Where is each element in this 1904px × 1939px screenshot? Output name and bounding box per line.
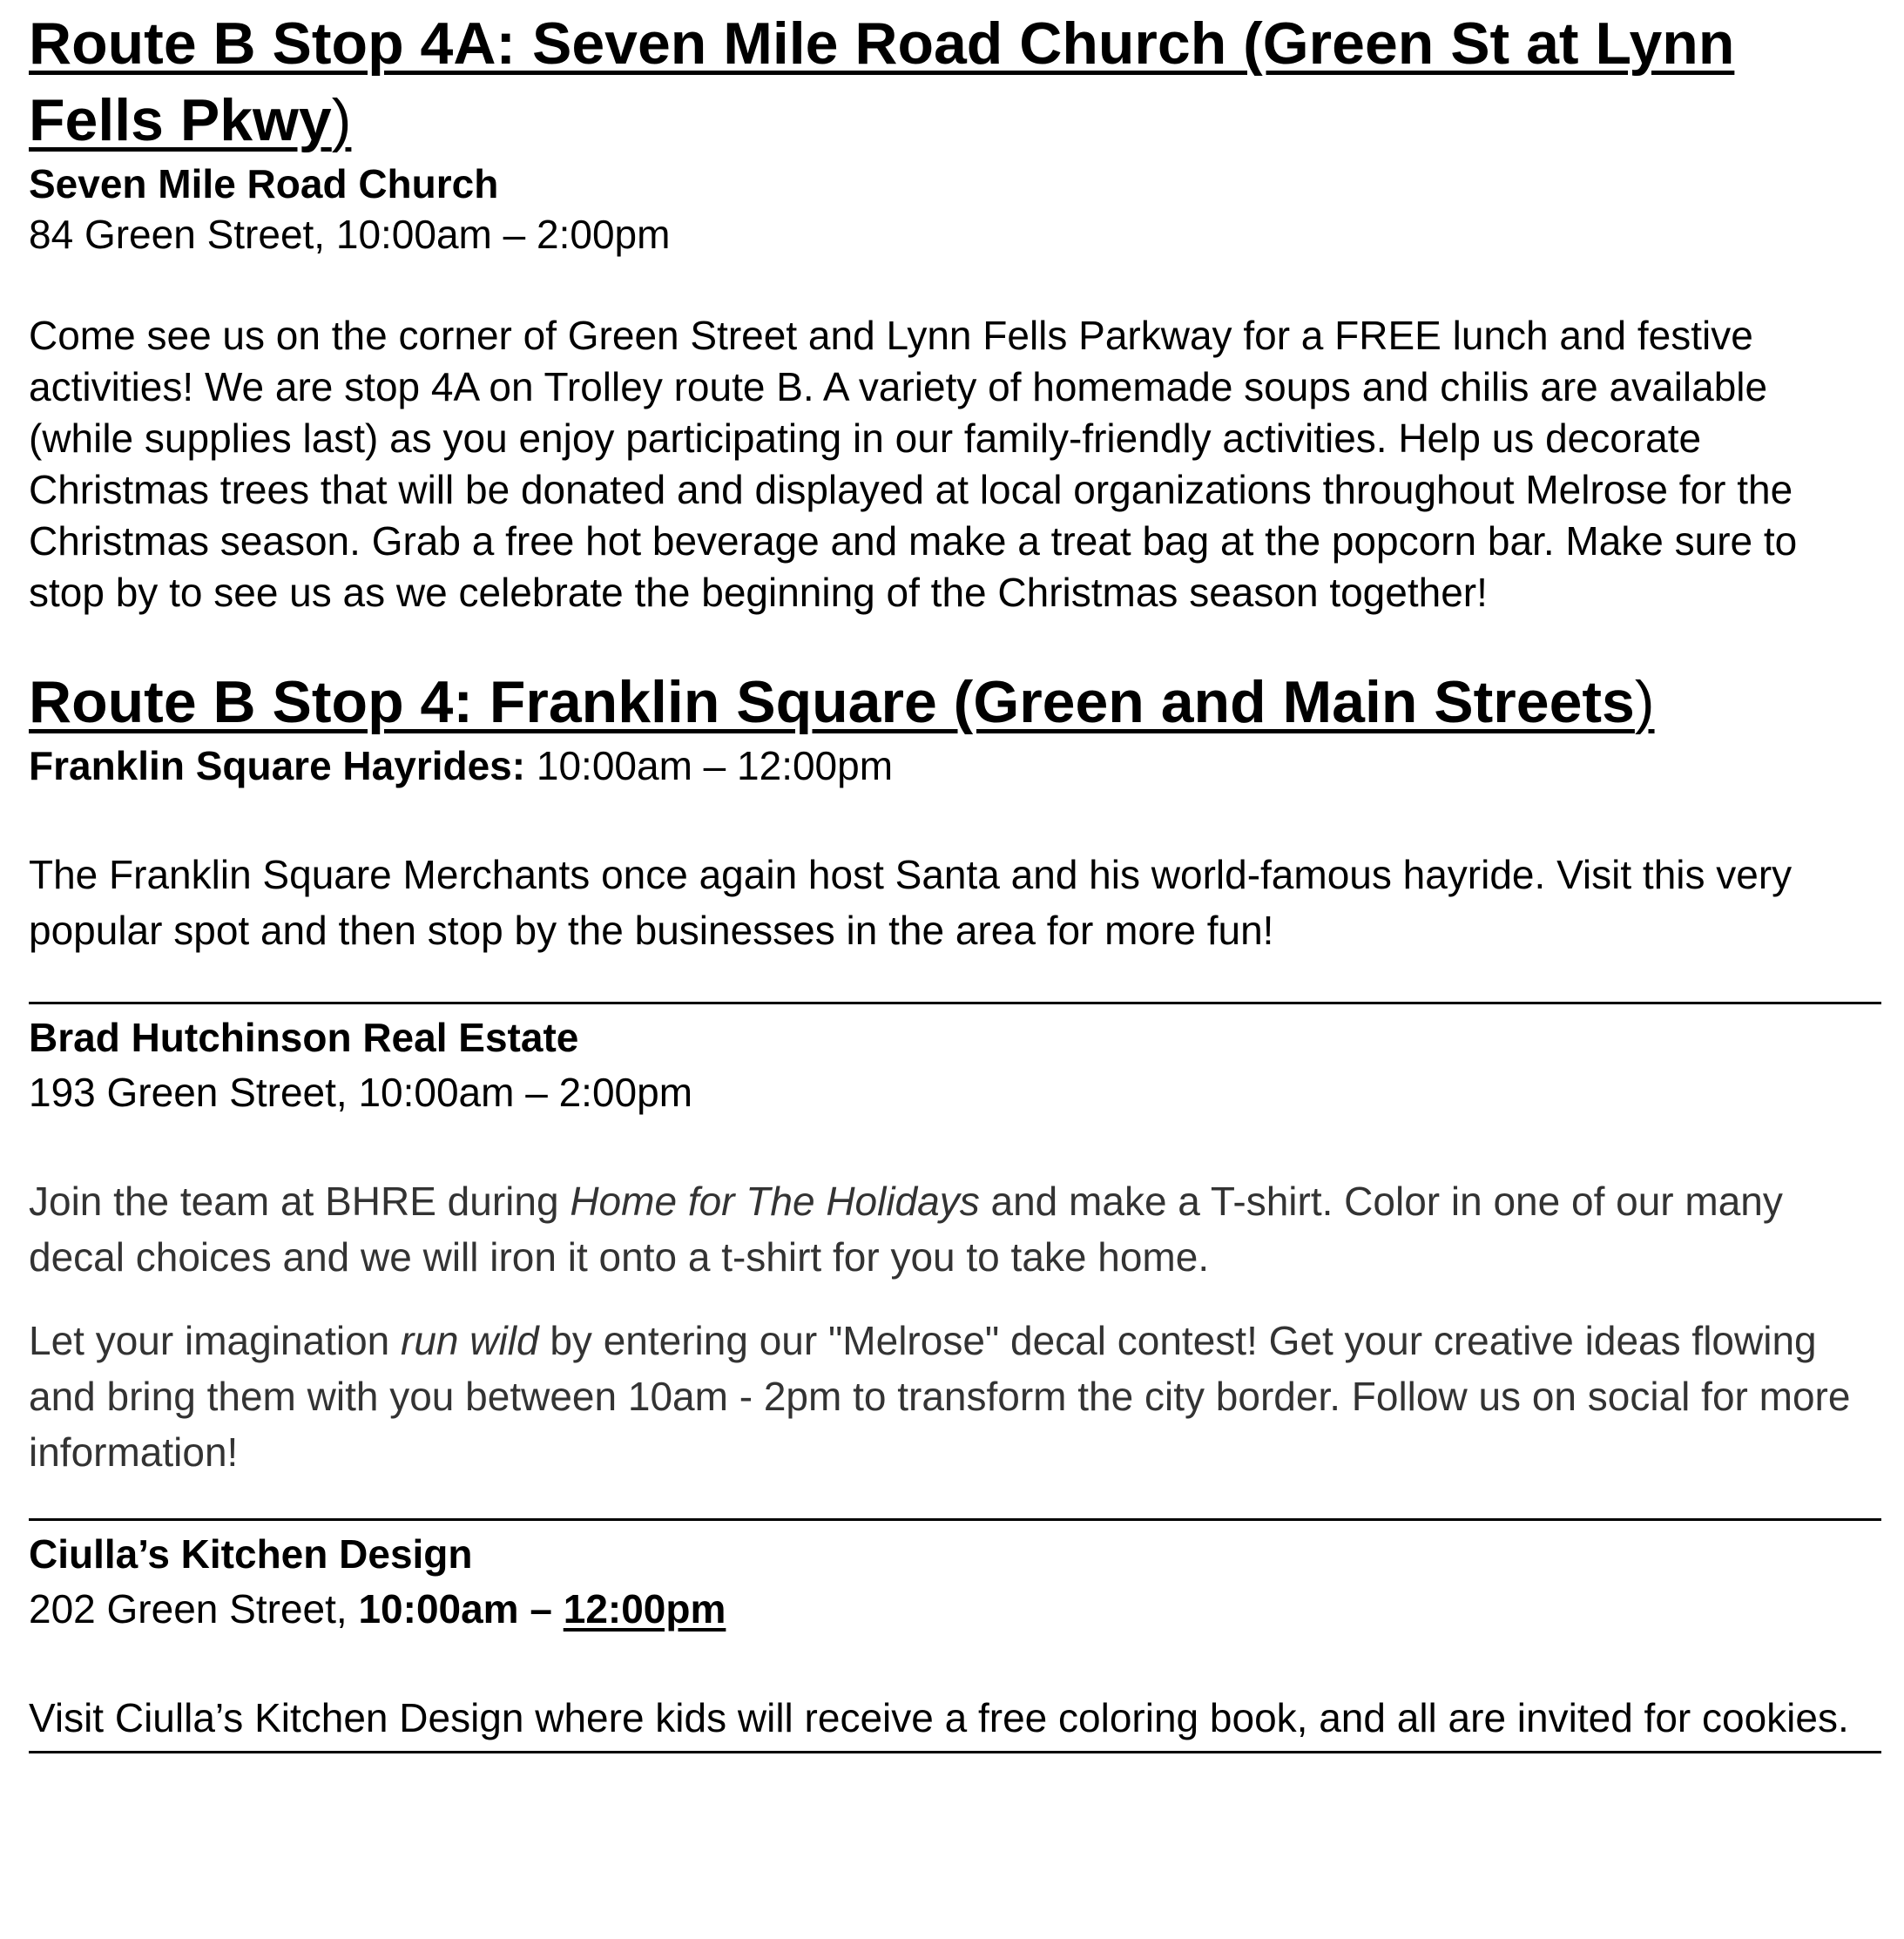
heading-paren: ): [1634, 669, 1655, 735]
franklin-description: The Franklin Square Merchants once again host Santa and his world-famous hayride. Visit this very popular spot and then stop by the businesses in the area for more fun!: [29, 852, 1793, 953]
business-address-time-bhre: 193 Green Street, 10:00am – 2:00pm: [29, 1070, 693, 1115]
hayrides-line: [29, 740, 1881, 791]
time-end: 12:00pm: [563, 1586, 726, 1632]
venue-address-time: 84 Green Street, 10:00am – 2:00pm: [29, 212, 671, 257]
bhre-paragraph-1: [29, 1173, 1881, 1285]
venue-name: Seven Mile Road Church: [29, 161, 499, 206]
business-name-bhre: Brad Hutchinson Real Estate: [29, 1015, 579, 1060]
text-run: and make a T-shirt. Color in one of our many decal choices and we will iron it onto a t-shirt for you to take home.: [29, 1179, 1783, 1280]
text-run: by entering our "Melrose" decal contest! Get your creative ideas flowing and bring them with you between 10am - 2pm to transform the city border. Follow us on social for more information!: [29, 1318, 1851, 1475]
business-name-ciulla: Ciulla’s Kitchen Design: [29, 1531, 473, 1577]
hayrides-time: 10:00am – 12:00pm: [525, 743, 894, 788]
text-run: Let your imagination: [29, 1318, 402, 1363]
ciulla-description: Visit Ciulla’s Kitchen Design where kids will receive a free coloring book, and all are invited for cookies.: [29, 1695, 1849, 1740]
bhre-paragraph-2: [29, 1313, 1881, 1480]
heading-text: Route B Stop 4: Franklin Square (Green and Main Streets: [29, 669, 1635, 735]
heading-text: Route B Stop 4A: Seven Mile Road Church (Green St at Lynn Fells Pkwy: [29, 10, 1735, 153]
emphasis-italic: run wild: [401, 1318, 539, 1363]
business-address-time-ciulla: [29, 1580, 1881, 1638]
hayrides-label: Franklin Square Hayrides:: [29, 743, 526, 788]
divider: [29, 1751, 1881, 1753]
heading-paren: ): [331, 87, 352, 153]
address-text: 202 Green Street,: [29, 1586, 359, 1632]
time-start: 10:00am –: [358, 1586, 564, 1632]
text-run: Join the team at BHRE during: [29, 1179, 571, 1224]
venue-description: Come see us on the corner of Green Street and Lynn Fells Parkway for a FREE lunch and festive activities! We are stop 4A on Trolley route B. A variety of homemade soups and chilis are available (while supplies last) as you enjoy participating in our family-friendly activities. Help us decorate Christmas trees that will be donated and displayed at local organizations throughout Melrose for the Christmas season. Grab a free hot beverage and make a treat bag at the popcorn bar. Make sure to stop by to see us as we celebrate the beginning of the Christmas season together!: [29, 313, 1798, 615]
section-heading-stop-4: [29, 664, 1881, 740]
event-name-italic: Home for The Holidays: [570, 1179, 980, 1224]
section-heading-stop-4a: [29, 5, 1881, 159]
